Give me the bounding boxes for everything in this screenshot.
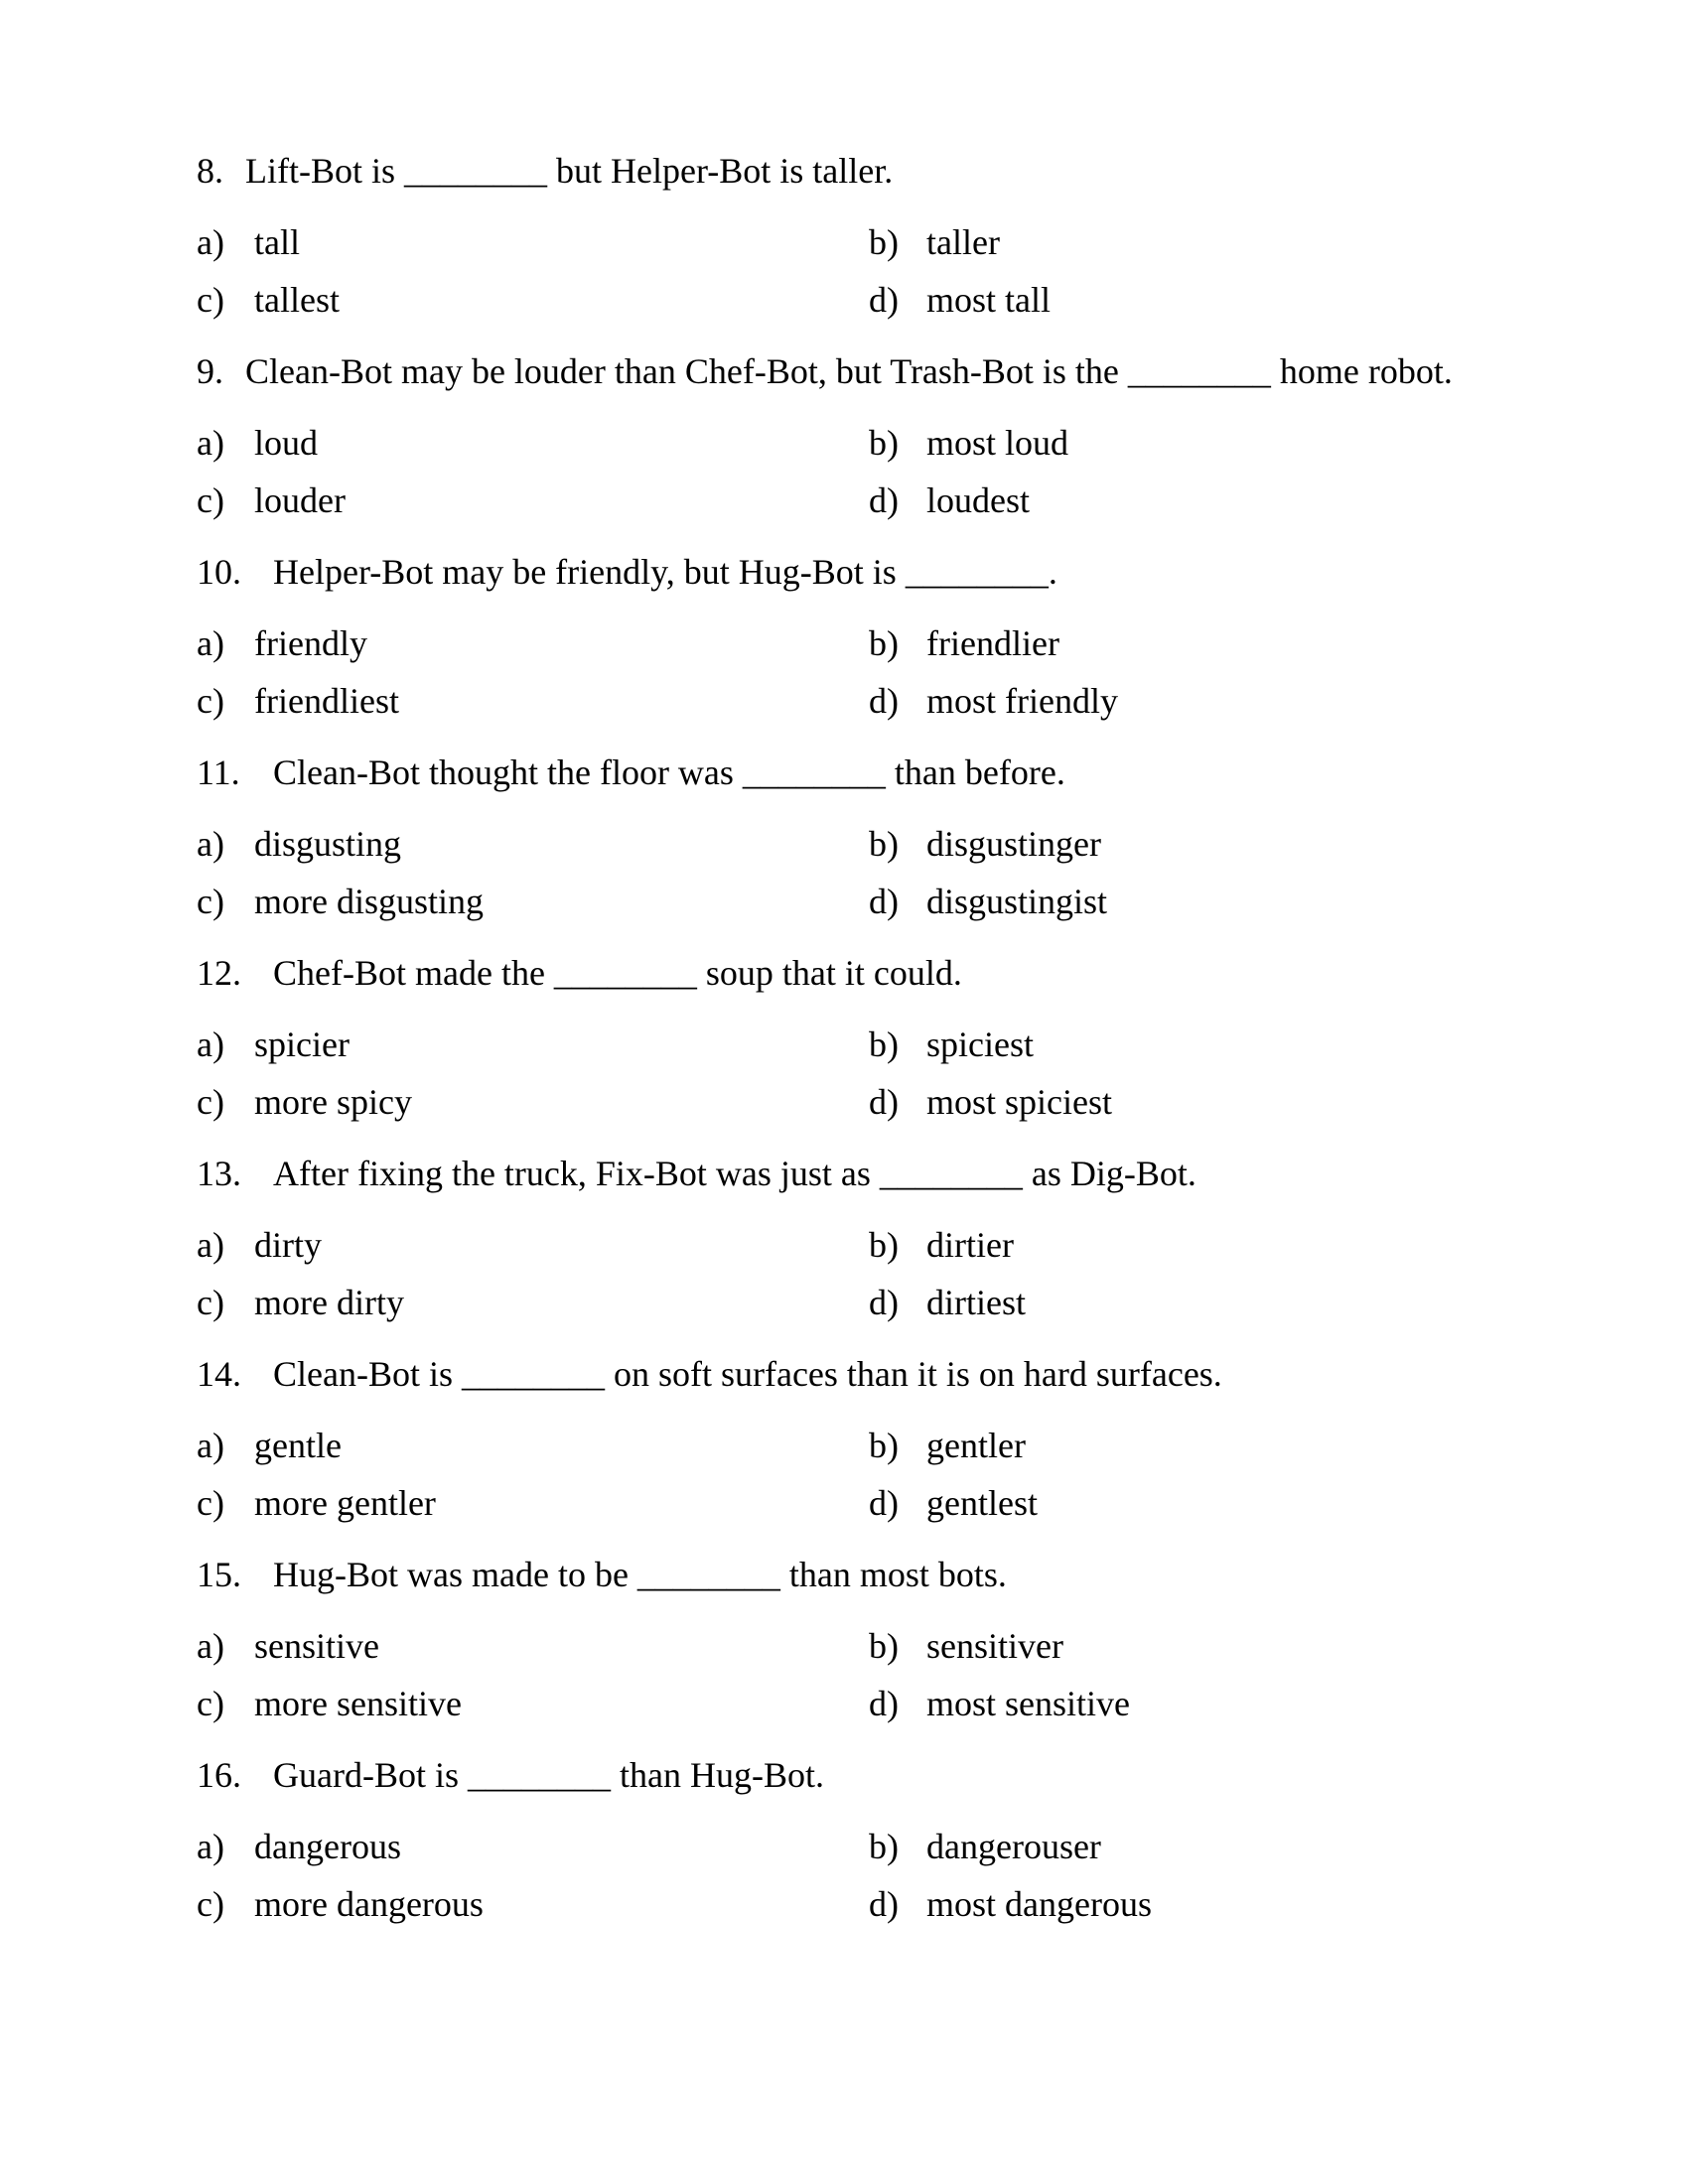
question-stem [197, 944, 1628, 1002]
option-b [869, 815, 1628, 873]
option-text: disgusting [254, 824, 402, 864]
options-grid [197, 1417, 1628, 1532]
option-letter: d) [869, 1082, 899, 1122]
option-letter: b) [869, 824, 899, 864]
question-text: Clean-Bot thought the floor was ________ than before. [273, 752, 1065, 792]
option-letter: c) [197, 882, 224, 921]
option-c [197, 1875, 869, 1933]
option-text: loud [254, 423, 319, 463]
question-number: 12. [197, 953, 241, 993]
options-grid [197, 1818, 1628, 1933]
option-letter: b) [869, 423, 899, 463]
option-d [869, 1474, 1628, 1532]
option-text: tall [254, 222, 300, 262]
option-text: sensitive [254, 1626, 379, 1666]
option-text: disgustingist [926, 882, 1108, 921]
option-letter: d) [869, 480, 899, 520]
option-a [197, 614, 869, 672]
option-text: more sensitive [254, 1684, 462, 1723]
option-b [869, 1617, 1628, 1675]
option-letter: c) [197, 1283, 224, 1322]
option-letter: c) [197, 1684, 224, 1723]
option-d [869, 1274, 1628, 1331]
question-text: Hug-Bot was made to be ________ than most bots. [273, 1555, 1007, 1594]
option-letter: a) [197, 1426, 224, 1465]
option-letter: d) [869, 1684, 899, 1723]
option-text: more gentler [254, 1483, 436, 1523]
option-text: sensitiver [926, 1626, 1063, 1666]
option-text: most sensitive [926, 1684, 1130, 1723]
option-text: gentlest [926, 1483, 1038, 1523]
option-letter: b) [869, 1827, 899, 1866]
option-letter: b) [869, 1024, 899, 1064]
option-text: dangerous [254, 1827, 401, 1866]
option-letter: d) [869, 280, 899, 320]
option-d [869, 271, 1628, 329]
option-letter: a) [197, 1024, 224, 1064]
option-b [869, 1818, 1628, 1875]
option-text: dirtiest [926, 1283, 1026, 1322]
option-b [869, 614, 1628, 672]
option-d [869, 873, 1628, 930]
option-letter: d) [869, 1283, 899, 1322]
option-a [197, 1818, 869, 1875]
option-d [869, 672, 1628, 730]
option-a [197, 1216, 869, 1274]
question-number: 15. [197, 1555, 241, 1594]
options-grid [197, 1016, 1628, 1131]
options-grid [197, 815, 1628, 930]
option-letter: b) [869, 1225, 899, 1265]
option-text: dangerouser [926, 1827, 1101, 1866]
question-block-13 [197, 1145, 1628, 1331]
question-text: Chef-Bot made the ________ soup that it could. [273, 953, 962, 993]
question-stem [197, 1546, 1628, 1603]
question-block-15 [197, 1546, 1628, 1732]
option-c [197, 271, 869, 329]
option-text: more disgusting [254, 882, 484, 921]
question-number: 10. [197, 552, 241, 592]
option-letter: d) [869, 681, 899, 721]
option-c [197, 472, 869, 529]
option-d [869, 472, 1628, 529]
option-letter: b) [869, 1626, 899, 1666]
question-stem [197, 744, 1628, 801]
option-text: friendlier [926, 623, 1059, 663]
option-text: friendly [254, 623, 367, 663]
option-text: most dangerous [926, 1884, 1152, 1924]
question-number: 14. [197, 1354, 241, 1394]
option-c [197, 1073, 869, 1131]
option-letter: d) [869, 1884, 899, 1924]
option-c [197, 1474, 869, 1532]
option-letter: c) [197, 1884, 224, 1924]
question-block-9 [197, 342, 1628, 529]
question-text: After fixing the truck, Fix-Bot was just as ________ as Dig-Bot. [273, 1154, 1196, 1193]
option-letter: a) [197, 824, 224, 864]
option-c [197, 873, 869, 930]
option-b [869, 1016, 1628, 1073]
option-text: dirtier [926, 1225, 1014, 1265]
question-text: Helper-Bot may be friendly, but Hug-Bot is ________. [273, 552, 1057, 592]
question-block-8 [197, 142, 1628, 329]
option-text: louder [254, 480, 346, 520]
question-text: Lift-Bot is ________ but Helper-Bot is taller. [245, 151, 894, 191]
question-block-12 [197, 944, 1628, 1131]
question-block-16 [197, 1746, 1628, 1933]
option-text: most tall [926, 280, 1051, 320]
question-block-14 [197, 1345, 1628, 1532]
option-text: disgustinger [926, 824, 1101, 864]
question-stem [197, 1145, 1628, 1202]
option-text: more spicy [254, 1082, 412, 1122]
question-stem [197, 342, 1628, 400]
option-text: most loud [926, 423, 1069, 463]
option-text: taller [926, 222, 1000, 262]
option-d [869, 1875, 1628, 1933]
question-number: 11. [197, 752, 240, 792]
question-text: Clean-Bot may be louder than Chef-Bot, but Trash-Bot is the ________ home robot. [245, 351, 1453, 391]
option-b [869, 1417, 1628, 1474]
option-text: spiciest [926, 1024, 1034, 1064]
question-text: Guard-Bot is ________ than Hug-Bot. [273, 1755, 824, 1795]
question-number: 8. [197, 151, 223, 191]
options-grid [197, 1216, 1628, 1331]
option-c [197, 1675, 869, 1732]
question-number: 13. [197, 1154, 241, 1193]
option-b [869, 1216, 1628, 1274]
option-letter: c) [197, 1082, 224, 1122]
option-text: spicier [254, 1024, 350, 1064]
option-letter: a) [197, 1827, 224, 1866]
option-letter: a) [197, 623, 224, 663]
question-number: 9. [197, 351, 223, 391]
option-letter: a) [197, 423, 224, 463]
question-stem [197, 543, 1628, 601]
option-d [869, 1073, 1628, 1131]
option-a [197, 1016, 869, 1073]
question-number: 16. [197, 1755, 241, 1795]
options-grid [197, 213, 1628, 329]
option-text: gentler [926, 1426, 1026, 1465]
option-text: friendliest [254, 681, 399, 721]
question-stem [197, 142, 1628, 200]
option-a [197, 1617, 869, 1675]
option-a [197, 414, 869, 472]
options-grid [197, 1617, 1628, 1732]
option-letter: b) [869, 222, 899, 262]
option-text: loudest [926, 480, 1030, 520]
option-text: gentle [254, 1426, 342, 1465]
option-letter: b) [869, 1426, 899, 1465]
option-text: most friendly [926, 681, 1118, 721]
option-c [197, 672, 869, 730]
option-letter: c) [197, 1483, 224, 1523]
question-block-10 [197, 543, 1628, 730]
option-b [869, 213, 1628, 271]
option-letter: b) [869, 623, 899, 663]
option-text: more dangerous [254, 1884, 484, 1924]
option-a [197, 815, 869, 873]
option-d [869, 1675, 1628, 1732]
option-text: most spiciest [926, 1082, 1112, 1122]
options-grid [197, 414, 1628, 529]
option-c [197, 1274, 869, 1331]
option-letter: d) [869, 882, 899, 921]
option-text: more dirty [254, 1283, 404, 1322]
option-letter: c) [197, 480, 224, 520]
question-text: Clean-Bot is ________ on soft surfaces than it is on hard surfaces. [273, 1354, 1222, 1394]
question-block-11 [197, 744, 1628, 930]
option-letter: a) [197, 1626, 224, 1666]
option-letter: d) [869, 1483, 899, 1523]
option-b [869, 414, 1628, 472]
option-letter: c) [197, 681, 224, 721]
question-stem [197, 1746, 1628, 1804]
question-stem [197, 1345, 1628, 1403]
option-a [197, 1417, 869, 1474]
option-letter: a) [197, 1225, 224, 1265]
options-grid [197, 614, 1628, 730]
option-letter: a) [197, 222, 224, 262]
option-text: dirty [254, 1225, 322, 1265]
option-a [197, 213, 869, 271]
option-letter: c) [197, 280, 224, 320]
option-text: tallest [254, 280, 340, 320]
